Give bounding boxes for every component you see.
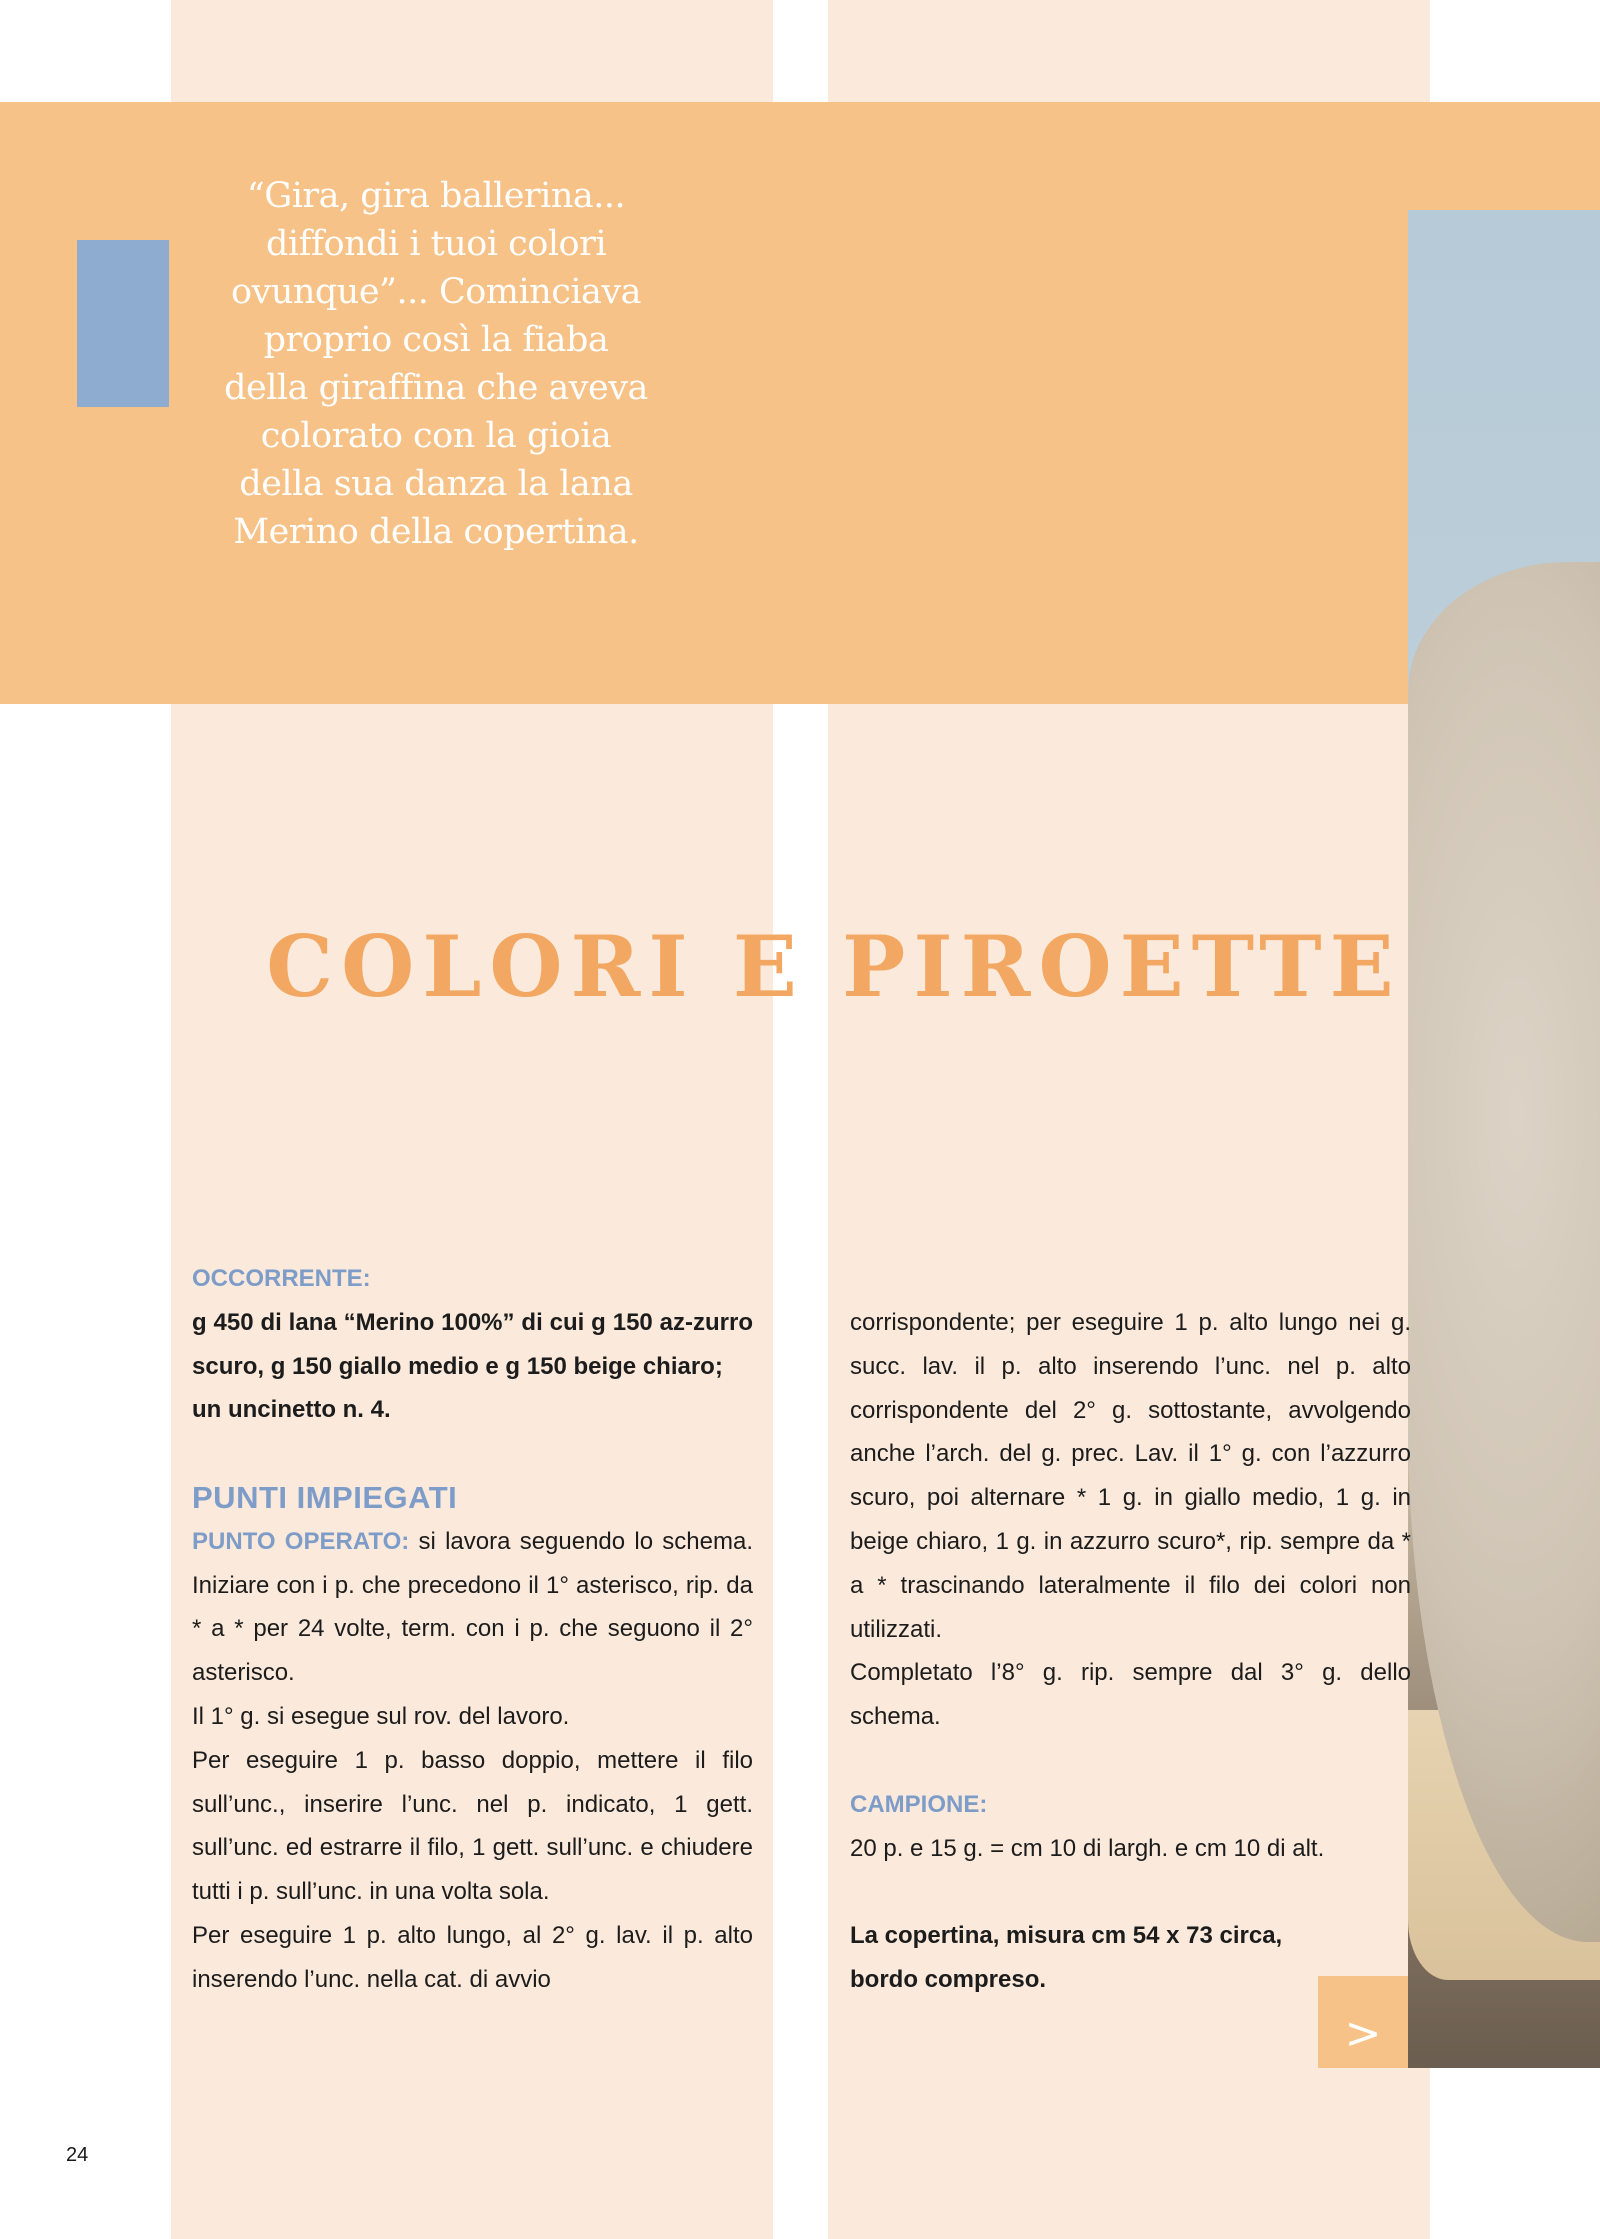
page-title: COLORI E PIROETTE [266, 917, 1402, 1016]
quote-line: “Gira, gira ballerina... [246, 176, 626, 216]
quote-line: colorato con la gioia [260, 416, 612, 456]
left-text-column [192, 1257, 753, 2002]
punti-paragraph: Il 1° g. si esegue sul rov. del lavoro. [192, 1702, 570, 1730]
punti-paragraph: Per eseguire 1 p. alto lungo, al 2° g. lav. il p. alto inserendo l’unc. nella cat. di avvio [192, 1921, 753, 1993]
occorrente-materials: g 450 di lana “Merino 100%” di cui g 150 az-zurro scuro, g 150 giallo medio e g 150 beige chiaro; [192, 1308, 753, 1380]
page-number: 24 [66, 2144, 89, 2166]
quote-line: ovunque”... Cominciava [230, 272, 642, 312]
quote-line: Merino della copertina. [233, 512, 639, 552]
instructions-paragraph: Completato l’8° g. rip. sempre dal 3° g. dello schema. [850, 1659, 1411, 1731]
decorative-blue-block [77, 240, 169, 407]
quote-line: della giraffina che aveva [224, 368, 648, 408]
punti-paragraph: Per eseguire 1 p. basso doppio, mettere il filo sull’unc., inserire l’unc. nel p. indicato, 1 gett. sull’unc. ed estrarre il filo, 1 gett. sull’unc. e chiudere tutti i p. sull’unc. in una volta sola. [192, 1746, 753, 1906]
punti-heading: PUNTI IMPIEGATI [192, 1479, 458, 1515]
quote-line: proprio così la fiaba [263, 320, 609, 360]
intro-quote [196, 172, 676, 556]
size-note-line: bordo compreso. [850, 1965, 1047, 1993]
campione-text: 20 p. e 15 g. = cm 10 di largh. e cm 10 di alt. [850, 1834, 1325, 1862]
spacer [850, 1739, 1411, 1783]
right-text-column [850, 1301, 1411, 2002]
occorrente-heading: OCCORRENTE: [192, 1265, 371, 1292]
next-page-arrow[interactable]: > [1318, 1976, 1408, 2068]
campione-heading: CAMPIONE: [850, 1790, 988, 1818]
quote-line: della sua danza la lana [239, 464, 633, 504]
punto-operato-label: PUNTO OPERATO: [192, 1527, 410, 1555]
size-note-line: La copertina, misura cm 54 x 73 circa, [850, 1922, 1283, 1950]
quote-line: diffondi i tuoi colori [265, 224, 607, 264]
punto-operato-text: si lavora seguendo lo schema. Iniziare con i p. che precedono il 1° asterisco, rip. da * a * per 24 volte, term. con i p. che seguono il 2° asterisco. [192, 1527, 753, 1687]
instructions-paragraph: corrispondente; per eseguire 1 p. alto lungo nei g. succ. lav. il p. alto inserendo l’unc. nel p. alto corrispondente del 2° g. sottostante, avvolgendo anche l’arch. del g. prec. Lav. il 1° g. con l’azzurro scuro, poi alternare * 1 g. in giallo medio, 1 g. in beige chiaro, 1 g. in azzurro scuro*, rip. sempre da * a * trascinando lateralmente il filo dei colori non utilizzati. [850, 1309, 1411, 1643]
occorrente-hook: un uncinetto n. 4. [192, 1396, 391, 1424]
punto-operato-paragraph [192, 1520, 753, 1695]
spacer [192, 1432, 753, 1476]
spacer [850, 1870, 1411, 1914]
chair-photo [1408, 210, 1600, 2068]
